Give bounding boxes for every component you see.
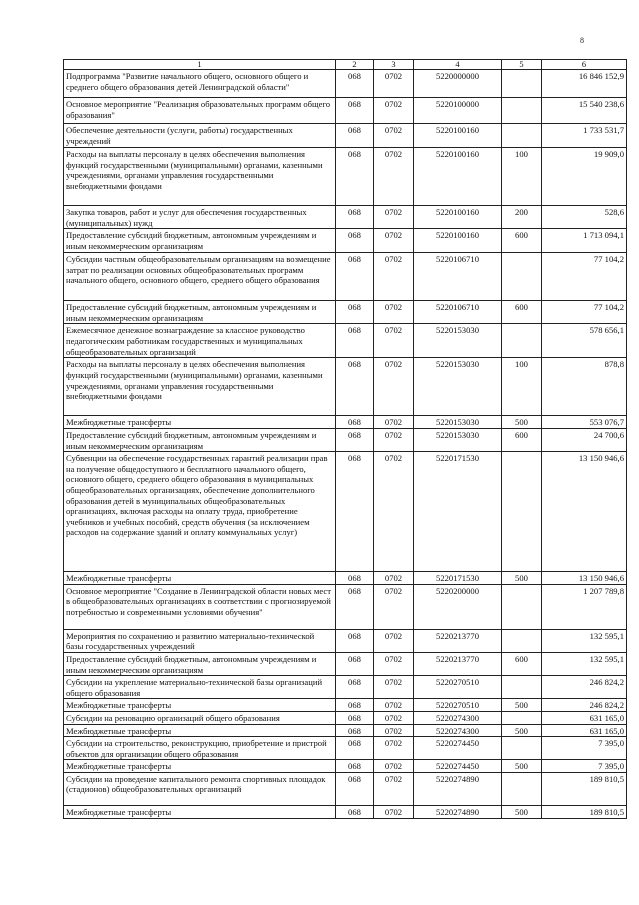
item-gr-code: 068	[336, 699, 374, 712]
item-section-code: 0702	[374, 676, 414, 699]
item-gr-code: 068	[336, 206, 374, 229]
item-name: Расходы на выплаты персоналу в целях обеспечения выполнения функций государственными (муниципальными) органами, казенными учреждениями, органами управления государственными внебюджетными фондами	[64, 358, 336, 416]
item-expense-type: 600	[502, 301, 542, 324]
item-target-code: 5220274300	[414, 711, 502, 724]
item-expense-type: 500	[502, 724, 542, 737]
item-amount: 1 733 531,7	[542, 124, 627, 148]
item-name: Субвенции на обеспечение государственных гарантий реализации прав на получение общедоступного и бесплатного начального общего, основного общего, среднего общего образования в муниципальных общеобразовательных организациях, обеспечение дополнительного образования детей в муниципальных общеобразовательных организациях, включая расходы на оплату труда, приобретение учебников и учебных пособий, средств обучения (за исключением расходов на содержание зданий и оплату коммунальных услуг)	[64, 452, 336, 572]
item-name: Основное мероприятие "Реализация образовательных программ общего образования"	[64, 98, 336, 124]
item-expense-type	[502, 584, 542, 629]
item-gr-code: 068	[336, 737, 374, 760]
table-row	[64, 301, 627, 324]
item-amount: 24 700,6	[542, 428, 627, 451]
table-row	[64, 253, 627, 301]
column-header: 3	[374, 60, 414, 70]
item-name: Межбюджетные трансферты	[64, 760, 336, 773]
item-amount: 16 846 152,9	[542, 70, 627, 98]
table-row	[64, 699, 627, 712]
table-row	[64, 629, 627, 652]
item-expense-type	[502, 324, 542, 358]
item-section-code: 0702	[374, 584, 414, 629]
item-amount: 7 395,0	[542, 737, 627, 760]
table-row	[64, 416, 627, 429]
item-target-code: 5220106710	[414, 301, 502, 324]
item-section-code: 0702	[374, 760, 414, 773]
item-section-code: 0702	[374, 572, 414, 585]
page-number: 8	[580, 36, 584, 45]
item-name: Мероприятия по сохранению и развитию материально-технической базы государственных учреждений	[64, 629, 336, 652]
table-row	[64, 206, 627, 229]
item-gr-code: 068	[336, 711, 374, 724]
item-target-code: 5220270510	[414, 699, 502, 712]
item-section-code: 0702	[374, 772, 414, 805]
item-gr-code: 068	[336, 358, 374, 416]
item-target-code: 5220274450	[414, 760, 502, 773]
item-expense-type	[502, 124, 542, 148]
item-name: Предоставление субсидий бюджетным, автономным учреждениям и иным некоммерческим организациям	[64, 229, 336, 253]
item-target-code: 5220153030	[414, 416, 502, 429]
table-row	[64, 805, 627, 818]
table-row	[64, 711, 627, 724]
item-expense-type: 600	[502, 652, 542, 675]
item-gr-code: 068	[336, 253, 374, 301]
item-amount: 553 076,7	[542, 416, 627, 429]
item-section-code: 0702	[374, 324, 414, 358]
item-name: Предоставление субсидий бюджетным, автономным учреждениям и иным некоммерческим организациям	[64, 301, 336, 324]
item-section-code: 0702	[374, 805, 414, 818]
item-amount: 77 104,2	[542, 301, 627, 324]
item-section-code: 0702	[374, 724, 414, 737]
item-expense-type	[502, 98, 542, 124]
item-expense-type: 100	[502, 358, 542, 416]
table-row	[64, 324, 627, 358]
item-gr-code: 068	[336, 301, 374, 324]
item-expense-type: 500	[502, 760, 542, 773]
item-name: Подпрограмма "Развитие начального общего, основного общего и среднего общего образования детей Ленинградской области"	[64, 70, 336, 98]
item-name: Субсидии на реновацию организаций общего образования	[64, 711, 336, 724]
item-name: Межбюджетные трансферты	[64, 572, 336, 585]
item-expense-type	[502, 452, 542, 572]
item-amount: 631 165,0	[542, 711, 627, 724]
item-section-code: 0702	[374, 358, 414, 416]
item-expense-type: 500	[502, 416, 542, 429]
item-amount: 878,8	[542, 358, 627, 416]
item-gr-code: 068	[336, 805, 374, 818]
item-gr-code: 068	[336, 428, 374, 451]
item-name: Межбюджетные трансферты	[64, 416, 336, 429]
item-amount: 13 150 946,6	[542, 452, 627, 572]
item-section-code: 0702	[374, 229, 414, 253]
item-name: Закупка товаров, работ и услуг для обеспечения государственных (муниципальных) нужд	[64, 206, 336, 229]
item-gr-code: 068	[336, 760, 374, 773]
item-target-code: 5220153030	[414, 324, 502, 358]
item-section-code: 0702	[374, 70, 414, 98]
item-amount: 13 150 946,6	[542, 572, 627, 585]
item-target-code: 5220274300	[414, 724, 502, 737]
item-amount: 19 909,0	[542, 148, 627, 206]
item-section-code: 0702	[374, 711, 414, 724]
item-section-code: 0702	[374, 737, 414, 760]
item-expense-type: 100	[502, 148, 542, 206]
item-section-code: 0702	[374, 301, 414, 324]
item-gr-code: 068	[336, 452, 374, 572]
item-name: Обеспечение деятельности (услуги, работы) государственных учреждений	[64, 124, 336, 148]
item-section-code: 0702	[374, 253, 414, 301]
item-target-code: 5220100160	[414, 206, 502, 229]
item-section-code: 0702	[374, 652, 414, 675]
item-target-code: 5220274890	[414, 772, 502, 805]
item-name: Предоставление субсидий бюджетным, автономным учреждениям и иным некоммерческим организациям	[64, 428, 336, 451]
item-section-code: 0702	[374, 452, 414, 572]
column-header: 6	[542, 60, 627, 70]
item-name: Расходы на выплаты персоналу в целях обеспечения выполнения функций государственными (муниципальными) органами, казенными учреждениями, органами управления государственными внебюджетными фондами	[64, 148, 336, 206]
table-row	[64, 124, 627, 148]
item-amount: 1 713 094,1	[542, 229, 627, 253]
item-gr-code: 068	[336, 724, 374, 737]
item-expense-type: 500	[502, 572, 542, 585]
item-section-code: 0702	[374, 124, 414, 148]
table-row	[64, 98, 627, 124]
item-name: Межбюджетные трансферты	[64, 805, 336, 818]
item-name: Основное мероприятие "Создание в Ленинградской области новых мест в общеобразовательных организациях в соответствии с прогнозируемой потребностью и современными условиями обучения"	[64, 584, 336, 629]
table-row	[64, 737, 627, 760]
item-target-code: 5220274890	[414, 805, 502, 818]
header-row	[64, 60, 627, 70]
table-row	[64, 428, 627, 451]
item-target-code: 5220171530	[414, 572, 502, 585]
item-amount: 132 595,1	[542, 652, 627, 675]
item-section-code: 0702	[374, 699, 414, 712]
item-amount: 246 824,2	[542, 699, 627, 712]
table-row	[64, 358, 627, 416]
table-row	[64, 652, 627, 675]
item-section-code: 0702	[374, 98, 414, 124]
item-amount: 528,6	[542, 206, 627, 229]
column-header: 4	[414, 60, 502, 70]
item-expense-type: 500	[502, 699, 542, 712]
item-name: Субсидии на укрепление материально-технической базы организаций общего образования	[64, 676, 336, 699]
item-expense-type	[502, 737, 542, 760]
item-name: Межбюджетные трансферты	[64, 724, 336, 737]
table-row	[64, 584, 627, 629]
item-section-code: 0702	[374, 148, 414, 206]
item-name: Ежемесячное денежное вознаграждение за классное руководство педагогическим работникам государственных и муниципальных общеобразовательных организаций	[64, 324, 336, 358]
item-expense-type	[502, 253, 542, 301]
item-expense-type: 500	[502, 805, 542, 818]
budget-table	[63, 59, 627, 819]
item-gr-code: 068	[336, 124, 374, 148]
table-row	[64, 70, 627, 98]
item-expense-type: 600	[502, 229, 542, 253]
item-target-code: 5220171530	[414, 452, 502, 572]
item-name: Межбюджетные трансферты	[64, 699, 336, 712]
column-header: 2	[336, 60, 374, 70]
item-amount: 246 824,2	[542, 676, 627, 699]
item-expense-type	[502, 772, 542, 805]
item-gr-code: 068	[336, 772, 374, 805]
item-name: Субсидии на строительство, реконструкцию, приобретение и пристрой объектов для организации общего образования	[64, 737, 336, 760]
item-target-code: 5220213770	[414, 629, 502, 652]
item-amount: 578 656,1	[542, 324, 627, 358]
item-name: Предоставление субсидий бюджетным, автономным учреждениям и иным некоммерческим организациям	[64, 652, 336, 675]
item-gr-code: 068	[336, 229, 374, 253]
item-expense-type	[502, 676, 542, 699]
item-expense-type: 600	[502, 428, 542, 451]
table-row	[64, 452, 627, 572]
item-expense-type: 200	[502, 206, 542, 229]
item-expense-type	[502, 711, 542, 724]
item-gr-code: 068	[336, 416, 374, 429]
item-target-code: 5220100160	[414, 124, 502, 148]
item-gr-code: 068	[336, 676, 374, 699]
item-target-code: 5220270510	[414, 676, 502, 699]
table-row	[64, 760, 627, 773]
item-expense-type	[502, 70, 542, 98]
item-gr-code: 068	[336, 70, 374, 98]
table-row	[64, 572, 627, 585]
table-row	[64, 724, 627, 737]
item-amount: 132 595,1	[542, 629, 627, 652]
table-row	[64, 229, 627, 253]
item-gr-code: 068	[336, 148, 374, 206]
item-amount: 189 810,5	[542, 805, 627, 818]
column-header: 5	[502, 60, 542, 70]
column-header: 1	[64, 60, 336, 70]
item-target-code: 5220106710	[414, 253, 502, 301]
item-amount: 7 395,0	[542, 760, 627, 773]
item-name: Субсидии частным общеобразовательным организациям на возмещение затрат по реализации основных общеобразовательных программ начального общего, основного общего, среднего общего образования	[64, 253, 336, 301]
item-target-code: 5220153030	[414, 428, 502, 451]
table-row	[64, 772, 627, 805]
item-section-code: 0702	[374, 428, 414, 451]
item-target-code: 5220100000	[414, 98, 502, 124]
table-row	[64, 148, 627, 206]
item-target-code: 5220100160	[414, 148, 502, 206]
item-amount: 631 165,0	[542, 724, 627, 737]
item-amount: 1 207 789,8	[542, 584, 627, 629]
item-gr-code: 068	[336, 324, 374, 358]
item-gr-code: 068	[336, 98, 374, 124]
item-target-code: 5220153030	[414, 358, 502, 416]
item-section-code: 0702	[374, 629, 414, 652]
item-section-code: 0702	[374, 206, 414, 229]
item-amount: 77 104,2	[542, 253, 627, 301]
item-amount: 189 810,5	[542, 772, 627, 805]
item-gr-code: 068	[336, 629, 374, 652]
item-gr-code: 068	[336, 572, 374, 585]
item-name: Субсидии на проведение капитального ремонта спортивных площадок (стадионов) общеобразовательных организаций	[64, 772, 336, 805]
item-amount: 15 540 238,6	[542, 98, 627, 124]
item-target-code: 5220200000	[414, 584, 502, 629]
item-target-code: 5220213770	[414, 652, 502, 675]
item-gr-code: 068	[336, 584, 374, 629]
item-target-code: 5220100160	[414, 229, 502, 253]
item-expense-type	[502, 629, 542, 652]
table-row	[64, 676, 627, 699]
item-target-code: 5220274450	[414, 737, 502, 760]
item-section-code: 0702	[374, 416, 414, 429]
item-gr-code: 068	[336, 652, 374, 675]
item-target-code: 5220000000	[414, 70, 502, 98]
